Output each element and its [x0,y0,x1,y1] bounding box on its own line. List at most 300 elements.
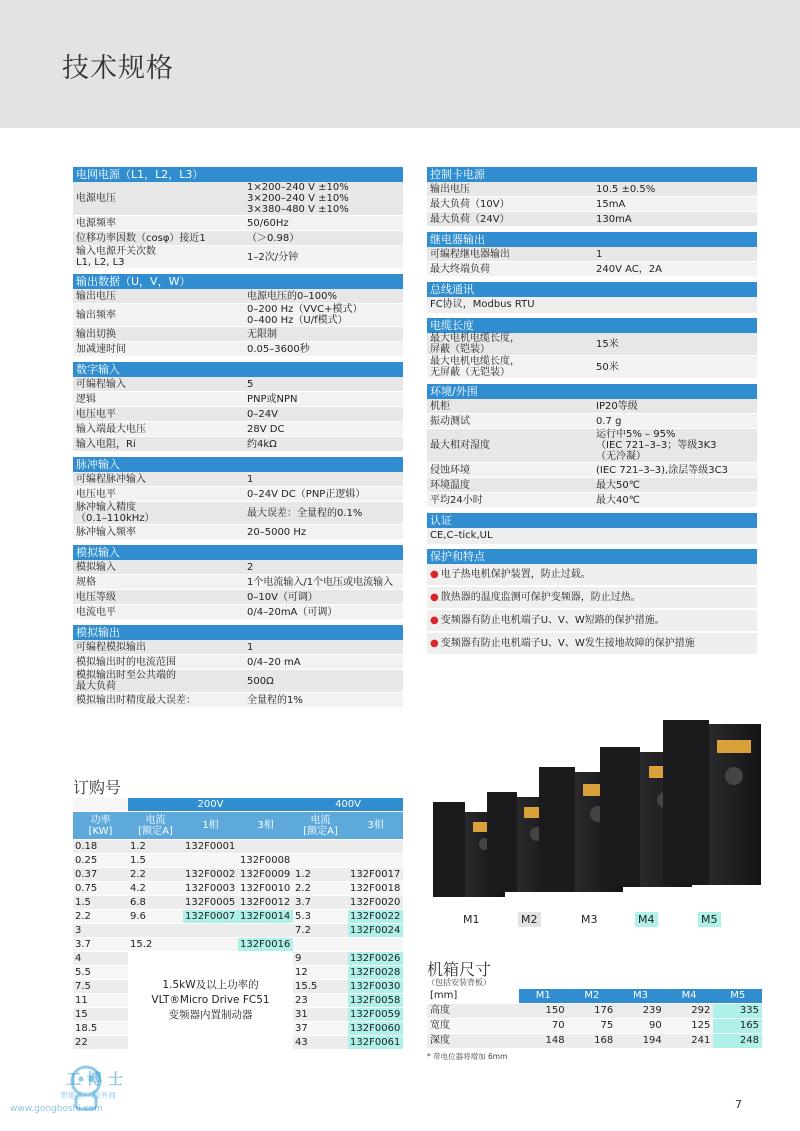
dims-cell: 90 [616,1019,665,1034]
spec-value: 0.05–3600秒 [244,342,403,357]
model-label: M4 [635,912,658,927]
spec-section [73,362,403,452]
spec-table [73,289,403,357]
spec-value: 1×200–240 V ±10% 3×200–240 V ±10% 3×380–480 V ±10% [244,182,403,216]
section-header: 输出数据（U，V，W） [73,274,403,289]
spec-value: PNP或NPN [244,392,403,407]
dims-cell: 70 [519,1019,568,1034]
current-200-cell: 4.2 [128,882,183,896]
spec-section [427,513,757,544]
spec-key: 可编程脉冲输入 [73,472,244,487]
spec-value: 无限制 [244,327,403,342]
code-3ph-400-cell: 132F0017 [348,868,403,882]
current-400-cell: 9 [293,952,348,966]
model-label: M1 [463,913,480,926]
spec-row [73,560,403,575]
spec-row [73,670,403,693]
code-1ph-cell [183,938,238,952]
dims-col-header: M1 [519,989,568,1004]
spec-key: 模拟输出时精度最大误差： [73,693,244,708]
spec-table [73,182,403,269]
spec-key: 输出频率 [73,304,244,327]
dims-row [427,1019,762,1034]
power-cell: 2.2 [73,910,128,924]
spec-key: 输出电压 [427,182,593,197]
spec-row [73,342,403,357]
current-400-cell: 43 [293,1036,348,1050]
section-header: 保护和特点 [427,549,757,564]
spec-row [73,437,403,452]
spec-value: 1 [593,247,757,262]
spec-row [73,422,403,437]
section-header: 模拟输入 [73,545,403,560]
current-400-cell: 23 [293,994,348,1008]
spec-value: 0–10V（可调） [244,590,403,605]
spec-key: 输入电源开关次数 L1, L2, L3 [73,246,244,269]
code-1ph-cell [183,924,238,938]
spec-row [73,640,403,655]
order-row [73,854,403,868]
spec-key: 脉冲输入精度 （0.1–110kHz） [73,502,244,525]
spec-value: 20–5000 Hz [244,525,403,540]
model-label: M3 [581,913,598,926]
spec-key: 振动测试 [427,414,593,429]
power-cell: 3 [73,924,128,938]
spec-section [73,457,403,540]
spec-value: 10.5 ±0.5% [593,182,757,197]
current-200-cell: 2.2 [128,868,183,882]
current-200-cell: 1.5 [128,854,183,868]
spec-row [73,472,403,487]
spec-key: 可编程输入 [73,377,244,392]
order-row [73,896,403,910]
bullet-icon: ● [430,615,439,626]
spec-table [73,640,403,708]
dims-cell: 194 [616,1034,665,1049]
feature-item [427,564,757,585]
section-header: 继电器输出 [427,232,757,247]
code-3ph-400-cell: 132F0024 [348,924,403,938]
spec-value: IP20等级 [593,399,757,414]
spec-row [73,327,403,342]
current-400-cell [293,938,348,952]
spec-row [427,197,757,212]
dims-row [427,1004,762,1019]
spec-key: 模拟输出时至公共端的 最大负荷 [73,670,244,693]
code-3ph-200-cell [238,924,293,938]
right-spec-column [427,167,757,659]
power-cell: 4 [73,952,128,966]
code-3ph-400-cell: 132F0018 [348,882,403,896]
current-400-cell: 3.7 [293,896,348,910]
spec-row [73,502,403,525]
code-1ph-cell: 132F0007 [183,910,238,924]
code-3ph-400-cell: 132F0061 [348,1036,403,1050]
spec-value: 0–200 Hz（VVC+模式） 0–400 Hz（U/f模式） [244,304,403,327]
current-400-cell: 7.2 [293,924,348,938]
spec-key: 输出切换 [73,327,244,342]
dims-cell: 168 [568,1034,617,1049]
spec-key: 可编程继电器输出 [427,247,593,262]
power-cell: 18.5 [73,1022,128,1036]
spec-row [73,605,403,620]
code-1ph-cell [183,854,238,868]
order-table [73,798,403,1050]
spec-key: 位移功率因数（cosφ）接近1 [73,231,244,246]
spec-key: 环境温度 [427,478,593,493]
spec-section [427,232,757,277]
col-1ph: 1相 [183,812,238,840]
spec-key: 侵蚀环境 [427,463,593,478]
order-row [73,938,403,952]
section-header: 总线通讯 [427,282,757,297]
power-cell: 15 [73,1008,128,1022]
spec-section [427,282,757,313]
dims-unit: [mm] [427,989,519,1004]
section-header: 电网电源（L1，L2，L3） [73,167,403,182]
power-cell: 11 [73,994,128,1008]
current-400-cell: 12 [293,966,348,980]
spec-key: 最大相对湿度 [427,429,593,463]
group-200v: 200V [128,798,293,812]
bullet-icon: ● [430,638,439,649]
order-row [73,910,403,924]
dims-cell: 148 [519,1034,568,1049]
dims-subtitle: （包括安装背板） [427,978,491,987]
spec-key: 电源频率 [73,216,244,231]
dims-cell: 335 [713,1004,762,1019]
spec-row [427,399,757,414]
code-3ph-200-cell: 132F0010 [238,882,293,896]
code-3ph-200-cell: 132F0012 [238,896,293,910]
spec-table [427,399,757,508]
spec-section [73,274,403,357]
spec-row [427,478,757,493]
spec-row [73,246,403,269]
col-current-200: 电流 [额定A] [128,812,183,840]
spec-value: 500Ω [244,670,403,693]
col-current-400: 电流 [额定A] [293,812,348,840]
spec-section [73,545,403,620]
spec-key: 输入电阻，Ri [73,437,244,452]
order-row [73,840,403,854]
spec-value: 0/4–20 mA [244,655,403,670]
spec-table [73,472,403,540]
spec-value: 电源电压的0–100% [244,289,403,304]
spec-table [427,182,757,227]
code-1ph-cell: 132F0001 [183,840,238,854]
section-header: 认证 [427,513,757,528]
current-400-cell [293,854,348,868]
spec-row [73,304,403,327]
current-400-cell: 2.2 [293,882,348,896]
section-header: 数字输入 [73,362,403,377]
spec-row [73,216,403,231]
code-3ph-400-cell: 132F0028 [348,966,403,980]
code-3ph-400-cell: 132F0058 [348,994,403,1008]
spec-value: 0–24V [244,407,403,422]
spec-value: 0/4–20mA（可调） [244,605,403,620]
spec-key: 输入端最大电压 [73,422,244,437]
current-400-cell [293,840,348,854]
spec-value: （＞0.98） [244,231,403,246]
dims-cell: 239 [616,1004,665,1019]
spec-key: 最大电机电缆长度， 无屏蔽（无铠装） [427,356,593,379]
power-cell: 0.75 [73,882,128,896]
power-cell: 0.18 [73,840,128,854]
spec-key: 电流电平 [73,605,244,620]
col-power: 功率 [KW] [73,812,128,840]
spec-row [73,487,403,502]
col-3ph-400: 3相 [348,812,403,840]
current-200-cell: 6.8 [128,896,183,910]
current-200-cell: 15.2 [128,938,183,952]
order-row [73,924,403,938]
code-3ph-400-cell [348,840,403,854]
dims-cell: 176 [568,1004,617,1019]
spec-row [73,525,403,540]
spec-key: 加减速时间 [73,342,244,357]
code-3ph-400-cell [348,854,403,868]
spec-row [427,182,757,197]
spec-key: 电源电压 [73,182,244,216]
spec-key: 规格 [73,575,244,590]
dims-cell: 高度 [427,1004,519,1019]
power-cell: 3.7 [73,938,128,952]
current-400-cell: 37 [293,1022,348,1036]
dims-cell: 150 [519,1004,568,1019]
spec-key: 平均24小时 [427,493,593,508]
code-1ph-cell: 132F0002 [183,868,238,882]
power-cell: 0.25 [73,854,128,868]
spec-row [73,693,403,708]
spec-row [73,377,403,392]
group-400v: 400V [293,798,403,812]
dims-col-header: M3 [616,989,665,1004]
code-3ph-400-cell: 132F0059 [348,1008,403,1022]
spec-value: 15mA [593,197,757,212]
spec-table [73,560,403,620]
order-row [73,868,403,882]
spec-key: 可编程模拟输出 [73,640,244,655]
code-3ph-200-cell: 132F0009 [238,868,293,882]
spec-section [427,167,757,227]
feature-text: 电子热电机保护装置，防止过载。 [440,569,591,580]
spec-value: 28V DC [244,422,403,437]
dims-row [427,1034,762,1049]
spec-value: (IEC 721–3–3),涂层等级3C3 [593,463,757,478]
model-label: M2 [518,912,541,927]
spec-row [73,655,403,670]
page-number: 7 [735,1098,742,1111]
spec-row [73,407,403,422]
spec-key: 最大终端负荷 [427,262,593,277]
spec-section [73,625,403,708]
spec-row [427,463,757,478]
dims-col-header: M5 [713,989,762,1004]
spec-section [427,318,757,379]
spec-value: 5 [244,377,403,392]
spec-row [427,262,757,277]
code-3ph-200-cell: 132F0008 [238,854,293,868]
spec-value: 最大50℃ [593,478,757,493]
dims-table [427,989,762,1049]
spec-key: 模拟输出时的电流范围 [73,655,244,670]
dims-col-header: M4 [665,989,714,1004]
dims-cell: 宽度 [427,1019,519,1034]
spec-table [427,247,757,277]
section-value: CE,C–tick,UL [427,528,757,544]
spec-value: 1个电流输入/1个电压或电流输入 [244,575,403,590]
spec-row [73,575,403,590]
dims-cell: 292 [665,1004,714,1019]
page-title: 技术规格 [62,53,174,84]
dims-cell: 125 [665,1019,714,1034]
current-400-cell: 5.3 [293,910,348,924]
code-3ph-400-cell [348,938,403,952]
feature-text: 散热器的温度监测可保护变频器，防止过热。 [440,592,641,603]
spec-key: 电压电平 [73,407,244,422]
order-row [73,882,403,896]
spec-key: 电压电平 [73,487,244,502]
section-header: 电缆长度 [427,318,757,333]
spec-row [73,289,403,304]
spec-key: 最大电机电缆长度， 屏蔽（铠装） [427,333,593,356]
dims-col-header: M2 [568,989,617,1004]
code-3ph-400-cell: 132F0030 [348,980,403,994]
spec-value: 240V AC，2A [593,262,757,277]
section-header: 脉冲输入 [73,457,403,472]
spec-row [73,182,403,216]
spec-key: 最大负荷（24V） [427,212,593,227]
power-cell: 0.37 [73,868,128,882]
model-label: M5 [698,912,721,927]
spec-row [427,429,757,463]
col-3ph-200: 3相 [238,812,293,840]
spec-key: 脉冲输入频率 [73,525,244,540]
spec-value: 最大误差：全量程的0.1% [244,502,403,525]
power-cell: 22 [73,1036,128,1050]
feature-item [427,610,757,631]
current-400-cell: 1.2 [293,868,348,882]
watermark-sub: 智能工厂服务商 [60,1091,116,1100]
spec-key: 电压等级 [73,590,244,605]
code-1ph-cell: 132F0005 [183,896,238,910]
spec-key: 逻辑 [73,392,244,407]
spec-row [427,247,757,262]
feature-text: 变频器有防止电机端子U、V、W发生接地故障的保护措施 [440,638,695,649]
feature-item [427,633,757,654]
code-1ph-cell: 132F0003 [183,882,238,896]
spec-table [427,333,757,379]
code-3ph-200-cell [238,840,293,854]
spec-value: 1 [244,640,403,655]
watermark-url: www.gongboshi.com [10,1104,103,1114]
dims-cell: 深度 [427,1034,519,1049]
dims-cell: 248 [713,1034,762,1049]
code-3ph-400-cell: 132F0026 [348,952,403,966]
spec-row [427,212,757,227]
spec-row [73,231,403,246]
spec-value: 1 [244,472,403,487]
current-200-cell: 9.6 [128,910,183,924]
section-header: 控制卡电源 [427,167,757,182]
watermark-brand: 工博士 [66,1070,130,1088]
current-200-cell: 1.2 [128,840,183,854]
spec-value: 约4kΩ [244,437,403,452]
section-header: 模拟输出 [73,625,403,640]
left-spec-column [73,167,403,713]
feature-text: 变频器有防止电机端子U、V、W短路的保护措施。 [440,615,665,626]
dims-header-row [427,989,762,1004]
order-title: 订购号 [73,778,122,797]
power-cell: 1.5 [73,896,128,910]
spec-row [73,392,403,407]
spec-value: 运行中5% – 95% （IEC 721–3–3；等级3K3 （无冷凝） [593,429,757,463]
spec-key: 输出电压 [73,289,244,304]
current-400-cell: 15.5 [293,980,348,994]
spec-row [427,414,757,429]
code-3ph-200-cell: 132F0014 [238,910,293,924]
spec-value: 0.7 g [593,414,757,429]
spec-key: 最大负荷（10V） [427,197,593,212]
code-3ph-400-cell: 132F0060 [348,1022,403,1036]
spec-row [427,493,757,508]
features-section [427,549,757,654]
power-cell: 5.5 [73,966,128,980]
code-3ph-400-cell: 132F0020 [348,896,403,910]
spec-key: 机柜 [427,399,593,414]
current-400-cell: 31 [293,1008,348,1022]
power-cell: 7.5 [73,980,128,994]
dims-cell: 75 [568,1019,617,1034]
spec-value: 50/60Hz [244,216,403,231]
spec-row [427,356,757,379]
current-200-cell [128,924,183,938]
spec-value: 全量程的1% [244,693,403,708]
spec-value: 2 [244,560,403,575]
spec-row [73,590,403,605]
drive-product-photo [425,712,765,902]
bullet-icon: ● [430,592,439,603]
feature-item [427,587,757,608]
brake-note: 1.5kW及以上功率的 VLT®Micro Drive FC51 变频器内置制动器 [128,952,293,1050]
bullet-icon: ● [430,569,439,580]
spec-value: 130mA [593,212,757,227]
spec-key: 模拟输入 [73,560,244,575]
section-header: 环境/外围 [427,384,757,399]
spec-value: 1–2次/分钟 [244,246,403,269]
model-labels [460,912,760,930]
spec-value: 15米 [593,333,757,356]
order-row [73,952,403,966]
dims-footnote: * 带电位器将增加 6mm [427,1052,508,1061]
dims-cell: 241 [665,1034,714,1049]
spec-table [73,377,403,452]
spec-value: 50米 [593,356,757,379]
spec-row [427,333,757,356]
drive-m5-icon [663,720,761,885]
spec-value: 0–24V DC（PNP正逻辑） [244,487,403,502]
dims-title: 机箱尺寸 [427,960,492,979]
code-3ph-400-cell: 132F0022 [348,910,403,924]
section-value: FC协议，Modbus RTU [427,297,757,313]
spec-section [73,167,403,269]
dims-cell: 165 [713,1019,762,1034]
spec-section [427,384,757,508]
code-3ph-200-cell: 132F0016 [238,938,293,952]
spec-value: 最大40℃ [593,493,757,508]
